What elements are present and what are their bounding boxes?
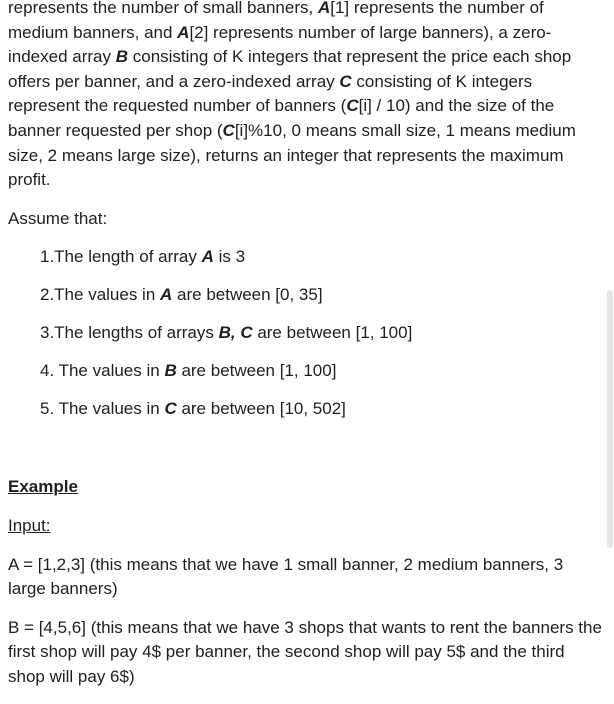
spacer: [8, 435, 604, 475]
constraint-item: [40, 283, 604, 321]
constraint-var: C: [164, 399, 177, 419]
intro-text: [i]%10, 0 means small size, 1 means medium size, 2 means large size), returns an integer that represents the maximum profit.: [8, 120, 576, 190]
constraint-text: 5. The values in: [40, 399, 165, 419]
constraint-item: [40, 359, 604, 397]
assume-heading: Assume that:: [8, 208, 108, 228]
intro-text: represents the number of small banners,: [8, 0, 318, 17]
intro-text: consisting of K integers that represent the price each shop offers per banner, and a zero-indexed array: [8, 47, 572, 91]
constraint-text: is 3: [213, 247, 246, 267]
example-b-line: B = [4,5,6] (this means that we have 3 shops that wants to rent the banners the first shop will pay 4$ per banner, the second shop will pay 5$ and the third shop will pay 6$): [8, 617, 602, 686]
constraint-var: B: [164, 361, 177, 381]
var-a: A: [177, 22, 190, 42]
constraint-var: A: [201, 247, 214, 267]
constraint-item: [40, 397, 604, 435]
constraint-item: [40, 321, 604, 359]
intro-text: consisting of K integers represent the requested number of banners (: [8, 71, 533, 116]
constraint-text: 1.The length of array: [40, 247, 202, 267]
example-heading: Example: [8, 477, 78, 497]
constraint-text: 4. The values in: [40, 361, 165, 381]
intro-text: [i] / 10) and the size of the banner requested per shop (: [8, 96, 555, 140]
intro-paragraph: [8, 0, 604, 193]
document-body: [8, 0, 604, 704]
constraint-text: are between [0, 35]: [172, 285, 323, 305]
example-a-line: A = [1,2,3] (this means that we have 1 small banner, 2 medium banners, 3 large banners): [8, 554, 564, 599]
constraint-var: B, C: [218, 323, 253, 343]
constraint-text: are between [1, 100]: [252, 323, 413, 343]
scrollbar-thumb[interactable]: [607, 290, 613, 548]
constraint-text: are between [10, 502]: [176, 399, 346, 419]
var-b: B: [115, 47, 129, 67]
var-c: C: [339, 71, 352, 91]
intro-text: [2] represents number of large banners), a zero-indexed array: [8, 22, 552, 67]
var-c: C: [346, 96, 359, 116]
constraint-text: 2.The values in: [40, 285, 161, 305]
var-c: C: [222, 120, 235, 140]
constraint-text: are between [1, 100]: [176, 361, 337, 381]
intro-text: [1] represents the number of medium banners, and: [8, 0, 544, 42]
input-label: Input:: [8, 515, 51, 535]
constraint-item: [40, 245, 604, 283]
scrollbar-track[interactable]: [606, 0, 614, 700]
constraint-var: A: [160, 285, 173, 305]
constraints-list: [40, 245, 604, 435]
var-a: A: [317, 0, 331, 17]
constraint-text: 3.The lengths of arrays: [40, 323, 219, 343]
